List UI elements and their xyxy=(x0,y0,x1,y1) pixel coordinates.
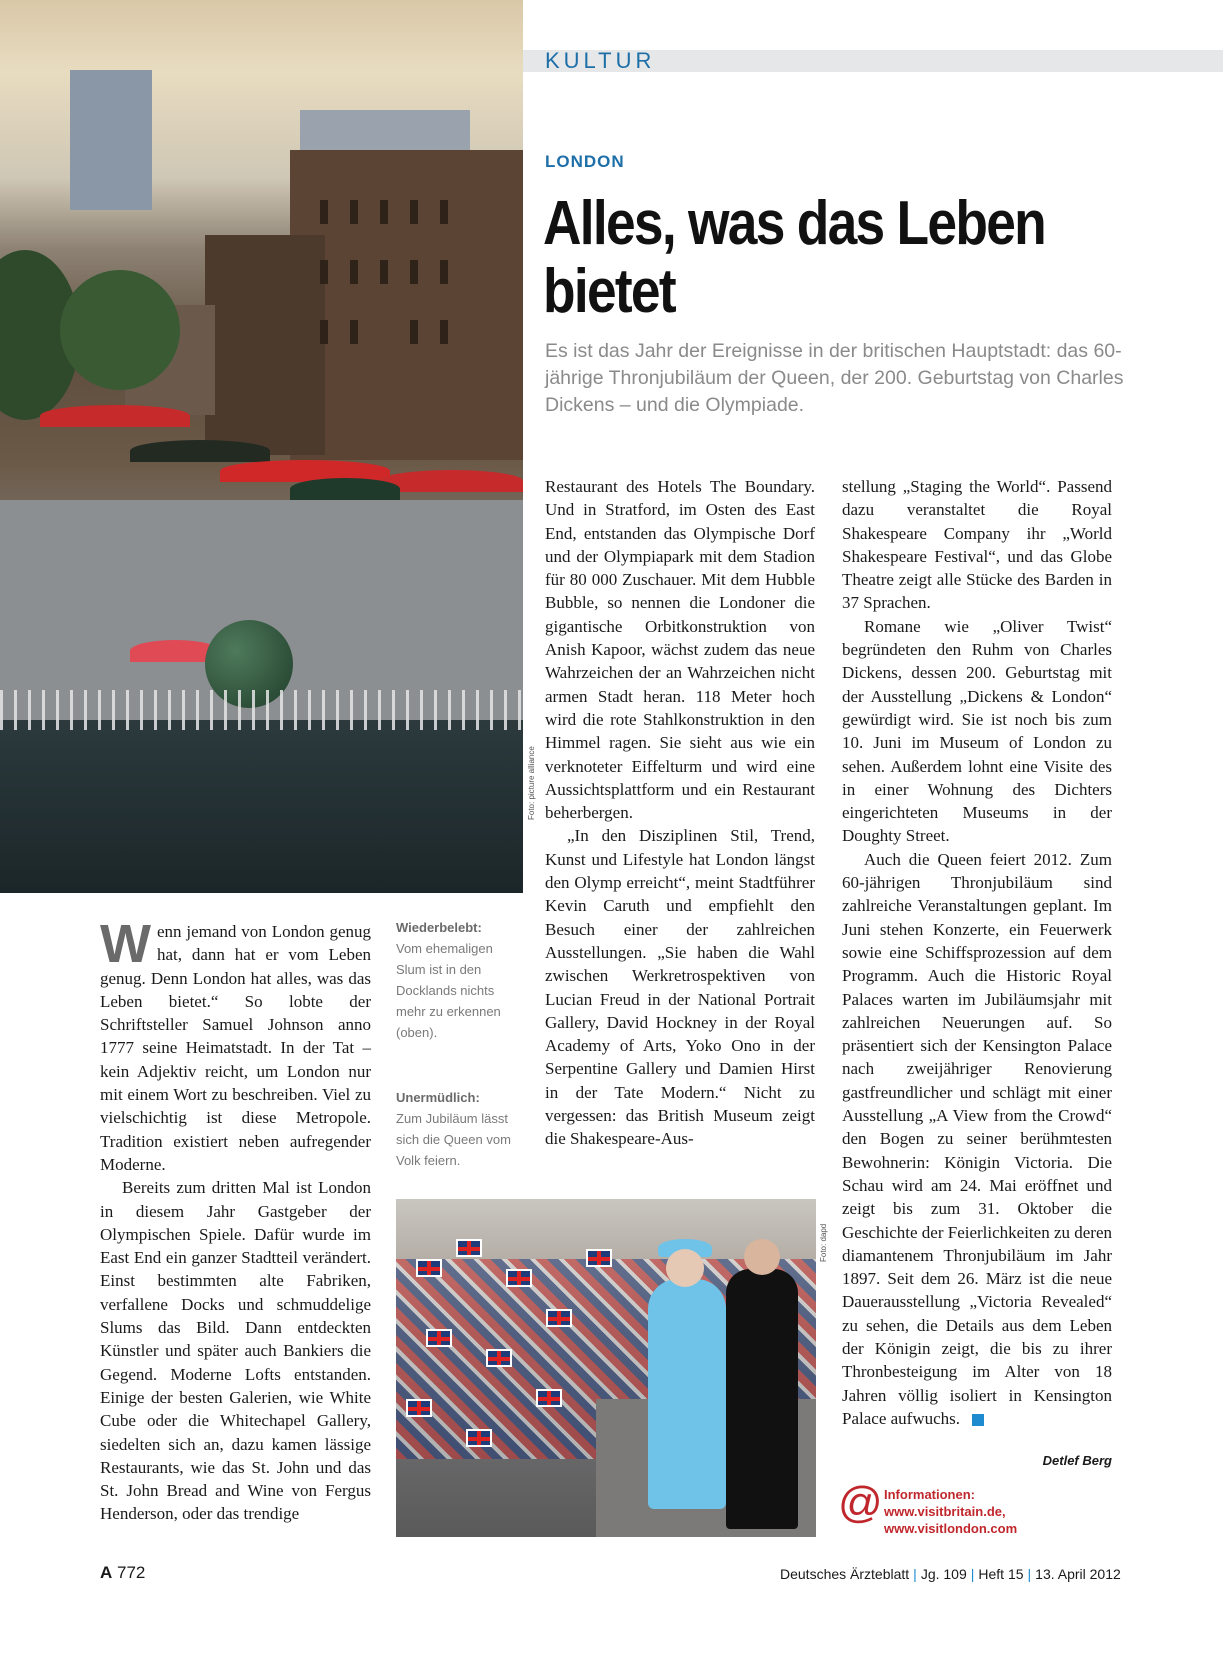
journal-footer xyxy=(780,1566,1121,1582)
journal-issue: Heft 15 xyxy=(978,1566,1024,1582)
photo-credit-bottom: Foto: dapd xyxy=(819,1223,828,1262)
paragraph-text: Auch die Queen feiert 2012. Zum 60-jährigen Thronjubiläum sind zahlreiche Veranstaltungen geplant. Im Juni stehen Konzerte, ein Feuerwerk sowie eine Schiffsprozession auf dem Programm. Auch die Historic Royal Palaces warten im Jubiläumsjahr mit zahlreichen Neuerungen auf. So präsentiert sich der Kensington Palace nach zweijähriger Renovierung gastfreundlicher und schlägt mit einer Ausstellung „A View from the Crowd“ den Bogen zu seiner berühmtesten Bewohnerin: Königin Victoria. Die Schau wird am 24. Mai eröffnet und zeigt bis zum 31. Oktober die Geschichte der Feierlichkeiten zu deren diamantenem Thronjubiläum im Jahr 1897. Seit dem 26. März ist die neue Dauerausstellung „Victoria Revealed“ zu sehen, die Details aus dem Leben der Königin zeigt, die bis zu ihrer Thronbesteigung im Alter von 18 Jahren völlig isoliert in Kensington Palace aufwuchs. xyxy=(842,849,1112,1428)
end-mark-icon xyxy=(972,1414,984,1426)
caption-heading: Wiederbelebt: xyxy=(396,920,482,935)
caption-queen xyxy=(396,1087,526,1171)
paragraph xyxy=(842,848,1112,1430)
separator: | xyxy=(970,1566,975,1582)
article-column-3 xyxy=(842,475,1112,1430)
author-byline: Detlef Berg xyxy=(1042,1453,1112,1468)
caption-text: Zum Jubiläum lässt sich die Queen vom Volk feiern. xyxy=(396,1111,511,1168)
photo-credit-top: Foto: picture alliance xyxy=(527,746,536,820)
journal-volume: Jg. 109 xyxy=(920,1566,967,1582)
info-link-visitlondon[interactable]: www.visitlondon.com xyxy=(884,1521,1018,1536)
queen-jubilee-photo xyxy=(396,1199,816,1537)
article-kicker: LONDON xyxy=(545,152,625,171)
caption-heading: Unermüdlich: xyxy=(396,1090,480,1105)
info-box xyxy=(884,1486,1017,1537)
separator: | xyxy=(1027,1566,1032,1582)
docklands-photo xyxy=(0,0,523,893)
article-headline: Alles, was das Leben bietet xyxy=(543,189,1045,326)
caption-text: Vom ehemaligen Slum ist in den Docklands nichts mehr zu erkennen (oben). xyxy=(396,941,501,1040)
paragraph: Bereits zum dritten Mal ist London in diesem Jahr Gastgeber der Olympischen Spiele. Dafür wurde im East End ein ganzer Stadtteil verändert. Einst bestimmten alte Fabriken, verfallene Docks und schmuddelige Slums das Bild. Dann entdeckten Künstler und später auch Bankiers die Gegend. Moderne Lofts entstanden. Einige der besten Galerien, wie White Cube oder die Whitechapel Gallery, siedelten sich an, dazu kamen lässige Restaurants, wie das St. John und das St. John Bread and Wine von Fergus Henderson, oder das trendige xyxy=(100,1178,371,1524)
article-column-2 xyxy=(545,475,815,1151)
paragraph: stellung „Staging the World“. Passend dazu veranstaltet die Royal Shakespeare Company ihr „World Shakespeare Festival“, und das Globe Theatre zeigt alle Stücke des Barden in 37 Sprachen. xyxy=(842,477,1112,613)
separator: | xyxy=(913,1566,917,1582)
folio-number: 772 xyxy=(117,1563,146,1582)
article-lead: Es ist das Jahr der Ereignisse in der britischen Hauptstadt: das 60-jährige Thronjubiläum der Queen, der 200. Geburtstag von Charles Dickens – und die Olympiade. xyxy=(545,340,1124,416)
paragraph: Romane wie „Oliver Twist“ begründeten den Ruhm von Charles Dickens, dessen 200. Geburtstag mit der Ausstellung „Dickens & London“ gewürdigt wird. Sie ist noch bis zum 10. Juni im Museum of London zu sehen. Außerdem lohnt eine Visite des in einer Wohnung des Dichters eingerichteten Museums in der Doughty Street. xyxy=(842,616,1112,846)
caption-docklands xyxy=(396,917,526,1043)
paragraph xyxy=(100,914,371,1176)
paragraph: Restaurant des Hotels The Boundary. Und in Stratford, im Osten des East End, entstanden das Olympische Dorf und der Olympiapark mit dem Stadion für 80 000 Zuschauer. Mit dem Hubble Bubble, so nennen die Londoner die gigantische Orbitkonstruktion von Anish Kapoor, wächst zudem das neue Wahrzeichen der an Wahrzeichen nicht armen Stadt heran. 118 Meter hoch wird die rote Stahlkonstruktion in den Himmel ragen. Sie sieht aus wie ein verknoteter Eiffelturm und wird eine Aussichtsplattform und ein Restaurant beherbergen. xyxy=(545,477,815,823)
page-folio xyxy=(100,1563,145,1583)
journal-date: 13. April 2012 xyxy=(1035,1566,1121,1582)
drop-cap: W xyxy=(100,914,151,974)
info-link-visitbritain[interactable]: www.visitbritain.de, xyxy=(884,1504,1006,1519)
at-sign-icon: @ xyxy=(838,1478,883,1527)
info-label: Informationen: xyxy=(884,1487,975,1502)
paragraph-text: enn jemand von London genug hat, dann hat er vom Leben genug. Denn London hat alles, was das Leben bietet.“ So lobte der Schriftsteller Samuel Johnson anno 1777 seine Heimatstadt. In der Tat – kein Adjektiv reicht, um London nur mit einem Wort zu beschreiben. Viel zu vielschichtig ist diese Metropole. Tradition existiert neben aufregender Moderne. xyxy=(100,922,371,1174)
folio-letter: A xyxy=(100,1563,113,1582)
paragraph: „In den Disziplinen Stil, Trend, Kunst und Lifestyle hat London längst den Olymp erreicht“, meint Stadtführer Kevin Caruth und empfiehlt den Besuch einer der zahlreichen Ausstellungen. „Sie haben die Wahl zwischen Werkretrospektiven von Lucian Freud in der National Portrait Gallery, David Hockney in der Royal Academy of Arts, Yoko Ono in der Serpentine Gallery und Damien Hirst in der Tate Modern.“ Nicht zu vergessen: das British Museum zeigt die Shakespeare-Aus- xyxy=(545,826,815,1149)
journal-name: Deutsches Ärzteblatt xyxy=(780,1566,910,1582)
section-label: KULTUR xyxy=(545,48,656,73)
article-column-1 xyxy=(100,914,371,1526)
